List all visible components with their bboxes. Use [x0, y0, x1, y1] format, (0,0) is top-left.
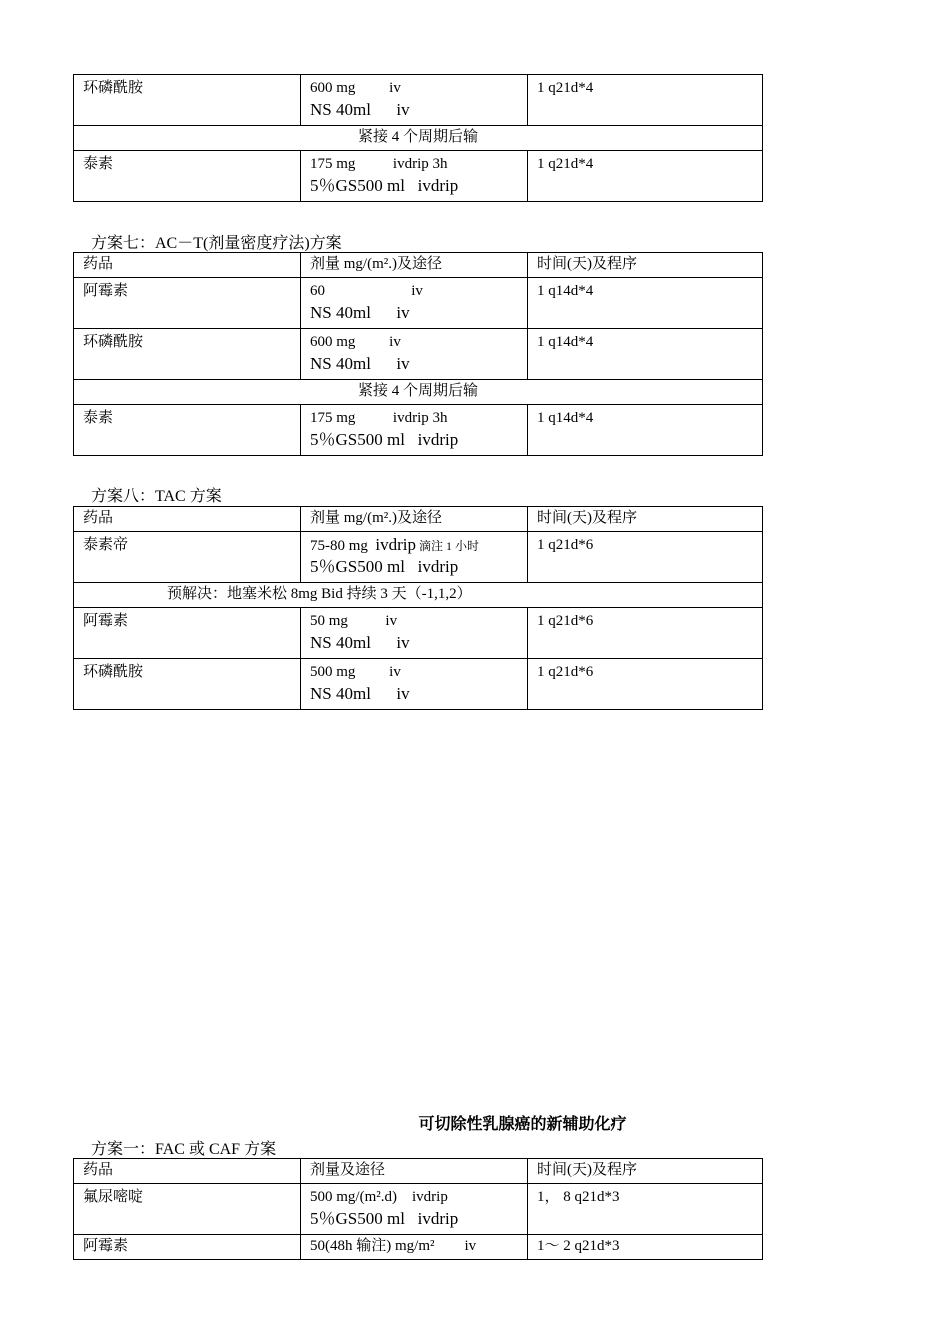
dose-line: 175 mg ivdrip 3h — [310, 410, 448, 426]
table-header-row — [74, 1159, 763, 1184]
regimen-table-continued — [73, 74, 763, 202]
header-dose: 剂量 mg/(m².)及途径 — [301, 507, 528, 532]
drug-cell: 泰素 — [74, 151, 301, 202]
drug-cell: 阿霉素 — [74, 278, 301, 329]
table-row — [74, 583, 763, 608]
time-cell: 1 q14d*4 — [528, 329, 763, 380]
dose-cell — [301, 75, 528, 126]
drug-cell: 泰素 — [74, 405, 301, 456]
dose-line: 175 mg ivdrip 3h — [310, 156, 448, 172]
dose-cell — [301, 659, 528, 710]
dose-cell — [301, 329, 528, 380]
header-drug: 药品 — [74, 253, 301, 278]
dose-line: 500 mg/(m².d) ivdrip — [310, 1189, 448, 1205]
route-text: ivdrip — [375, 535, 417, 554]
dose-line: NS 40ml iv — [310, 684, 410, 703]
dose-cell — [301, 1184, 528, 1235]
dose-line: 600 mg iv — [310, 334, 401, 350]
dose-line: 50 mg iv — [310, 613, 398, 629]
route-note: 滴注 1 小时 — [416, 539, 480, 553]
table-row — [74, 278, 763, 329]
dose-line: 600 mg iv — [310, 80, 401, 96]
time-cell: 1 q21d*6 — [528, 659, 763, 710]
drug-cell: 阿霉素 — [74, 608, 301, 659]
dose-cell — [301, 1235, 528, 1260]
note-cell: 紧接 4 个周期后输 — [74, 126, 763, 151]
regimen-table-plan7 — [73, 252, 763, 456]
dose-line: NS 40ml iv — [310, 303, 410, 322]
table-row — [74, 126, 763, 151]
note-cell: 紧接 4 个周期后输 — [74, 380, 763, 405]
note-cell: 预解决：地塞米松 8mg Bid 持续 3 天（-1,1,2） — [74, 583, 763, 608]
dose-amount: 75-80 mg — [310, 538, 376, 554]
dose-line: 5％GS500 ml ivdrip — [310, 430, 459, 449]
plan-caption: 方案一：FAC 或 CAF 方案 — [91, 1141, 277, 1158]
dose-cell — [301, 151, 528, 202]
table-header-row — [74, 507, 763, 532]
drug-cell: 环磷酰胺 — [74, 329, 301, 380]
time-cell: 1 q21d*4 — [528, 151, 763, 202]
time-cell: 1 q21d*6 — [528, 532, 763, 583]
table-row — [74, 75, 763, 126]
dose-line: 5％GS500 ml ivdrip — [310, 557, 459, 576]
dose-line: 50(48h 输注) mg/m² iv — [310, 1238, 477, 1254]
time-cell: 1～ 2 q21d*3 — [528, 1235, 763, 1260]
dose-line: 5％GS500 ml ivdrip — [310, 1209, 459, 1228]
dose-line — [310, 536, 527, 558]
table-header-row — [74, 253, 763, 278]
table-row — [74, 532, 763, 583]
time-cell: 1 q14d*4 — [528, 405, 763, 456]
drug-cell: 泰素帝 — [74, 532, 301, 583]
header-time: 时间(天)及程序 — [528, 1159, 763, 1184]
dose-cell — [301, 405, 528, 456]
dose-cell — [301, 608, 528, 659]
time-cell: 1， 8 q21d*3 — [528, 1184, 763, 1235]
drug-cell: 环磷酰胺 — [74, 75, 301, 126]
plan-caption: 方案八：TAC 方案 — [91, 488, 222, 505]
regimen-table-plan8 — [73, 506, 763, 710]
table-row — [74, 151, 763, 202]
drug-cell: 阿霉素 — [74, 1235, 301, 1260]
header-time: 时间(天)及程序 — [528, 507, 763, 532]
header-time: 时间(天)及程序 — [528, 253, 763, 278]
plan-caption: 方案七：AC－T(剂量密度疗法)方案 — [91, 235, 342, 252]
regimen-table-plan1 — [73, 1158, 763, 1260]
dose-line: 5％GS500 ml ivdrip — [310, 176, 459, 195]
dose-line: 60 iv — [310, 283, 423, 299]
time-cell: 1 q21d*4 — [528, 75, 763, 126]
table-row — [74, 329, 763, 380]
section-title: 可切除性乳腺癌的新辅助化疗 — [418, 1116, 627, 1133]
table-row — [74, 405, 763, 456]
table-row — [74, 608, 763, 659]
dose-line: 500 mg iv — [310, 664, 401, 680]
header-dose: 剂量 mg/(m².)及途径 — [301, 253, 528, 278]
drug-cell: 环磷酰胺 — [74, 659, 301, 710]
header-drug: 药品 — [74, 507, 301, 532]
table-row — [74, 659, 763, 710]
dose-line: NS 40ml iv — [310, 354, 410, 373]
table-row — [74, 380, 763, 405]
header-drug: 药品 — [74, 1159, 301, 1184]
dose-cell — [301, 278, 528, 329]
drug-cell: 氟尿嘧啶 — [74, 1184, 301, 1235]
table-row — [74, 1184, 763, 1235]
dose-cell — [301, 532, 528, 583]
dose-line: NS 40ml iv — [310, 100, 410, 119]
dose-line: NS 40ml iv — [310, 633, 410, 652]
table-row — [74, 1235, 763, 1260]
header-dose: 剂量及途径 — [301, 1159, 528, 1184]
time-cell: 1 q21d*6 — [528, 608, 763, 659]
time-cell: 1 q14d*4 — [528, 278, 763, 329]
